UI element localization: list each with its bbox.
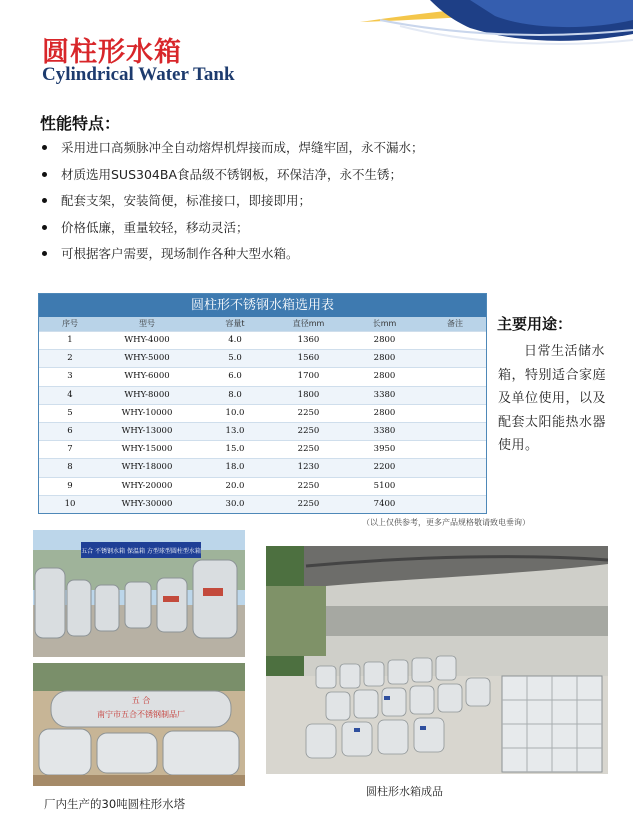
table-row bbox=[39, 477, 486, 495]
table-cell: 1560 bbox=[297, 353, 320, 364]
banner-text: 五合 不锈钢水箱 保温箱 方型球型圆柱型水箱 bbox=[81, 548, 201, 555]
table-cell: 2250 bbox=[297, 425, 320, 436]
table-row bbox=[39, 404, 486, 422]
table-cell: 10 bbox=[64, 498, 76, 509]
table-cell: 1 bbox=[67, 335, 73, 345]
table-cell: 5100 bbox=[373, 480, 396, 491]
table-header-row bbox=[39, 317, 486, 331]
table-row bbox=[39, 349, 486, 367]
usage-text: 日常生活储水箱，特别适合家庭及单位使用，以及配套太阳能热水器使用。 bbox=[498, 344, 607, 453]
bullet-icon bbox=[42, 198, 47, 203]
table-cell: 10.0 bbox=[225, 407, 245, 418]
table-cell: 2200 bbox=[373, 462, 396, 473]
table-cell: 7 bbox=[67, 444, 73, 455]
table-cell: WHY-20000 bbox=[121, 480, 173, 491]
table-footnote: （以上仅供参考，更多产品规格敬请致电垂询） bbox=[362, 518, 530, 527]
table-row bbox=[39, 367, 486, 385]
table-row bbox=[39, 331, 486, 349]
table-row bbox=[39, 440, 486, 458]
table-cell: WHY-8000 bbox=[124, 389, 170, 400]
table-cell: 5 bbox=[67, 407, 73, 418]
bullet-icon bbox=[42, 145, 47, 150]
column-header: 序号 bbox=[62, 319, 78, 328]
table-cell: 2800 bbox=[373, 335, 396, 345]
photo-finished-tanks-warehouse bbox=[266, 546, 608, 774]
features-list bbox=[42, 135, 424, 268]
feature-text: 配套支架，安装简便，标准接口，即接即用； bbox=[61, 193, 312, 208]
table-cell: 1700 bbox=[297, 371, 320, 382]
table-row bbox=[39, 458, 486, 476]
column-header: 直径mm bbox=[292, 319, 325, 328]
table-cell: WHY-13000 bbox=[121, 425, 173, 436]
table-cell: 3380 bbox=[373, 389, 396, 400]
table-cell: 30.0 bbox=[225, 498, 245, 509]
table-cell: 4.0 bbox=[228, 335, 242, 345]
list-item bbox=[42, 135, 424, 162]
feature-text: 材质选用SUS304BA食品级不锈钢板，环保洁净，永不生锈； bbox=[61, 166, 403, 182]
table-cell: 1360 bbox=[297, 335, 320, 345]
table-cell: 1230 bbox=[297, 462, 320, 473]
table-row bbox=[39, 495, 486, 513]
table-cell: 18.0 bbox=[225, 462, 245, 473]
usage-heading: 主要用途： bbox=[497, 315, 573, 333]
page-subtitle: Cylindrical Water Tank bbox=[42, 64, 235, 85]
table-cell: WHY-4000 bbox=[124, 335, 170, 345]
table-cell: WHY-10000 bbox=[121, 407, 173, 418]
table-cell: WHY-15000 bbox=[121, 444, 173, 455]
feature-text: 价格低廉，重量较轻，移动灵活； bbox=[61, 219, 249, 235]
table-cell: 5.0 bbox=[228, 353, 242, 364]
caption-right: 圆柱形水箱成品 bbox=[366, 785, 443, 798]
column-header: 容量t bbox=[225, 319, 245, 328]
selection-table bbox=[38, 293, 487, 514]
table-row bbox=[39, 386, 486, 404]
bullet-icon bbox=[42, 251, 47, 256]
table-cell: 7400 bbox=[373, 498, 396, 509]
feature-text: 可根据客户需要，现场制作各种大型水箱。 bbox=[61, 246, 299, 261]
table-cell: WHY-6000 bbox=[124, 371, 170, 382]
feature-text: 采用进口高频脉冲全自动熔焊机焊接而成，焊缝牢固，永不漏水； bbox=[61, 140, 424, 155]
column-header: 长mm bbox=[372, 319, 397, 328]
list-item bbox=[42, 241, 424, 268]
table-cell: WHY-18000 bbox=[121, 462, 173, 473]
list-item bbox=[42, 215, 424, 242]
table-cell: WHY-5000 bbox=[124, 353, 170, 364]
table-cell: 1800 bbox=[297, 389, 320, 400]
bullet-icon bbox=[42, 172, 47, 177]
photo-horizontal-tanks bbox=[33, 663, 245, 786]
table-cell: 2250 bbox=[297, 444, 320, 455]
table-cell: 2 bbox=[67, 353, 73, 364]
caption-left: 厂内生产的30吨圆柱形水塔 bbox=[44, 797, 186, 811]
table-row bbox=[39, 422, 486, 440]
table-cell: 6 bbox=[67, 425, 73, 436]
table-cell: 2250 bbox=[297, 498, 320, 509]
bullet-icon bbox=[42, 225, 47, 230]
table-cell: 2250 bbox=[297, 480, 320, 491]
column-header: 型号 bbox=[139, 319, 155, 328]
table-cell: 2800 bbox=[373, 407, 396, 418]
table-cell: 8.0 bbox=[228, 389, 242, 400]
table-body bbox=[39, 331, 486, 513]
table-cell: 8 bbox=[67, 462, 73, 473]
table-cell: 3950 bbox=[373, 444, 396, 455]
column-header: 备注 bbox=[447, 319, 463, 328]
sign-main-text: 南宁市五合不锈钢制品厂 bbox=[97, 710, 185, 719]
table-cell: 2800 bbox=[373, 371, 396, 382]
sign-top-text: 五 合 bbox=[131, 696, 151, 705]
table-cell: 6.0 bbox=[228, 371, 242, 382]
table-cell: 15.0 bbox=[225, 444, 245, 455]
photo-tank-yard bbox=[33, 530, 245, 657]
table-cell: 4 bbox=[67, 389, 73, 400]
table-cell: 9 bbox=[67, 480, 73, 491]
table-cell: 3 bbox=[67, 371, 73, 382]
list-item bbox=[42, 162, 424, 189]
table-cell: 20.0 bbox=[225, 480, 245, 491]
table-title: 圆柱形不锈钢水箱选用表 bbox=[39, 294, 486, 317]
table-cell: 2800 bbox=[373, 353, 396, 364]
list-item bbox=[42, 188, 424, 215]
table-cell: 13.0 bbox=[225, 425, 245, 436]
features-heading: 性能特点： bbox=[40, 114, 121, 133]
table-cell: 3380 bbox=[373, 425, 396, 436]
page-title: 圆柱形水箱 bbox=[42, 37, 182, 68]
table-cell: WHY-30000 bbox=[121, 498, 173, 509]
table-cell: 2250 bbox=[297, 407, 320, 418]
